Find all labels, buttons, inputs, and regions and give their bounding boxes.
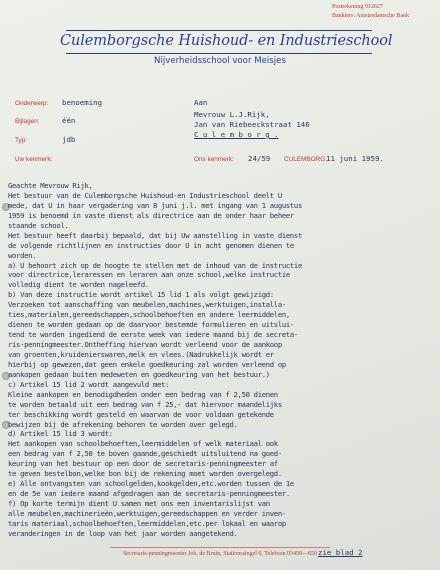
body-line: e) Alle ontvangsten van schoolgelden,kookgelden,etc.worden tussen de 1e — [8, 479, 294, 489]
body-line: mede, dat U in haar vergadering van 8 juni j.l. met ingang van 1 augustus — [8, 200, 302, 210]
body-line: bewijzen bij de afrekening behoren te worden over gelegd. — [8, 419, 238, 429]
body-line: en de 5e van iedere maand afgedragen aan de secretaris-penningmeester. — [8, 489, 290, 499]
address-name: Mevrouw L.J.Rijk, — [194, 110, 270, 119]
postrekening-line: Postrekening 912627 — [332, 4, 383, 10]
body-line: ris-penningmeester.Ontheffing hiervan wordt verleend voor de aankoop — [8, 340, 282, 349]
onderwerp-label: Onderwerp: — [15, 100, 49, 107]
title-rule-bottom — [66, 53, 372, 54]
body-line: Verzoeken tot aanschaffing van meubelen,machines,werktuigen,installa- — [8, 300, 286, 310]
place-label: CULEMBORG, — [284, 156, 327, 163]
uw-kenmerk-label: Uw kenmerk: — [15, 156, 53, 163]
body-line: Het aankopen van schoolbehoeften,leermiddelen of welk materiaal ook — [8, 439, 278, 449]
body-line: Het bestuur heeft daarbij bepaald, dat bij Uw aanstelling in vaste dienst — [8, 230, 302, 240]
body-line: d) Artikel 15 lid 3 wordt: — [8, 429, 113, 439]
body-line: c) Artikel 15 lid 2 wordt aangevuld met: — [8, 379, 170, 389]
bijlagen-label: Bijlagen: — [15, 118, 40, 125]
body-line: worden. — [8, 250, 37, 260]
address-street: Jan van Riebeeckstraat 146 — [194, 120, 310, 129]
body-line: te geven bestelbon,welke bon bij de rekening moet worden overgelegd. — [8, 469, 282, 479]
body-line: f) Op korte termijn dient U samen met ons een inventarislijst van — [8, 499, 270, 508]
body-line: hierbij op gewezen,dat geen enkele goedkeuring zal worden verleend op — [8, 359, 286, 369]
body-line: Het bestuur van de Culemborgsche Huishoud-en Industrieschool deelt U — [8, 190, 282, 200]
body-line: Kleine aankopen en benodigdheden onder een bedrag van f 2,50 dienen — [8, 389, 278, 399]
school-subtitle: Nijverheidsschool voor Meisjes — [154, 56, 286, 66]
body-line: te worden betaald uit een bedrag van f 25,- dat hiervoor maandelijks — [8, 399, 282, 409]
title-rule-top — [66, 30, 372, 31]
body-line: b) Van deze instructie wordt artikel 15 lid 1 als volgt gewijzigd: — [8, 290, 274, 300]
body-line: tend te worden ingediend de eerste week van iedere maand bij de secreta- — [8, 330, 298, 340]
ons-kenmerk-value: 24/59 — [248, 154, 271, 163]
continuation-note: zie blad 2 — [318, 548, 363, 557]
body-line: Geachte Mevrouw Rijk, — [8, 181, 93, 190]
body-line: veranderingen in de loop van het jaar worden aangetekend. — [8, 528, 238, 538]
typ-label: Typ: — [15, 137, 28, 144]
school-name: Culemborgsche Huishoud- en Industrieschool — [60, 33, 393, 49]
body-line: 1959 is benoemd in vaste dienst als directrice aan de onder haar beheer — [8, 210, 294, 220]
ons-kenmerk-label: Ons kenmerk: — [194, 156, 234, 163]
body-line: een bedrag van f 2,50 te boven gaande,geschiedt uitsluitend na goed- — [8, 449, 282, 459]
body-line: taris materiaal,schoolbehoeften,leermiddelen,etc.per lokaal en waarop — [8, 518, 286, 528]
body-line: voor directrice,leraressen en leraren aan onze school,welke instructie — [8, 270, 290, 280]
letter-date: 11 juni 1959. — [326, 154, 384, 163]
footer-rule — [110, 547, 330, 548]
body-line: a) U behoort zich op de hoogte te stellen met de inhoud van de instructie — [8, 260, 302, 270]
body-line: de volgende richtlijnen en instructies door U in acht genomen dienen te — [8, 240, 294, 250]
typ-value: jdb — [62, 135, 76, 144]
body-line: keuring van het bestuur op een door de secretaris-penningmeester af — [8, 459, 278, 469]
address-city: C u l e m b o r g . — [194, 130, 279, 139]
bankiers-line: Bankiers: Amsterdamsche Bank — [332, 13, 409, 19]
body-line: ties,materialen,gereedschappen,schoolbehoeften en andere leermiddelen, — [8, 310, 290, 320]
bijlagen-value: één — [62, 116, 76, 125]
body-line: ter beschikking wordt gesteld en waarvan de voor voldaan getekende — [8, 409, 274, 419]
body-line: alle meubelen,machinerieën,werktuigen,gereedschappen en verder inven- — [8, 508, 286, 518]
body-line: aankopen gedaan buiten medeweten en goedkeuring van het bestuur.) — [8, 369, 270, 379]
body-line: volledig dient te worden nageleefd. — [8, 280, 149, 290]
letter-footer: Secretaris-penningmeester Joh. de Bruin, Stationssingel 6, Telefoon 03450—650 — [122, 551, 318, 557]
body-line: van groenten,kruidenierswaren,melk en vlees.(Nadrukkelijk wordt er — [8, 349, 274, 359]
onderwerp-value: benoeming — [62, 98, 103, 107]
body-line: dienen te worden gedaan op de daarvoor bestemde formulieren en uitslui- — [8, 320, 294, 330]
bank-details — [332, 3, 409, 21]
letter-body — [8, 181, 436, 539]
body-line: staande school. — [8, 220, 69, 230]
address-aan: Aan — [194, 98, 208, 107]
